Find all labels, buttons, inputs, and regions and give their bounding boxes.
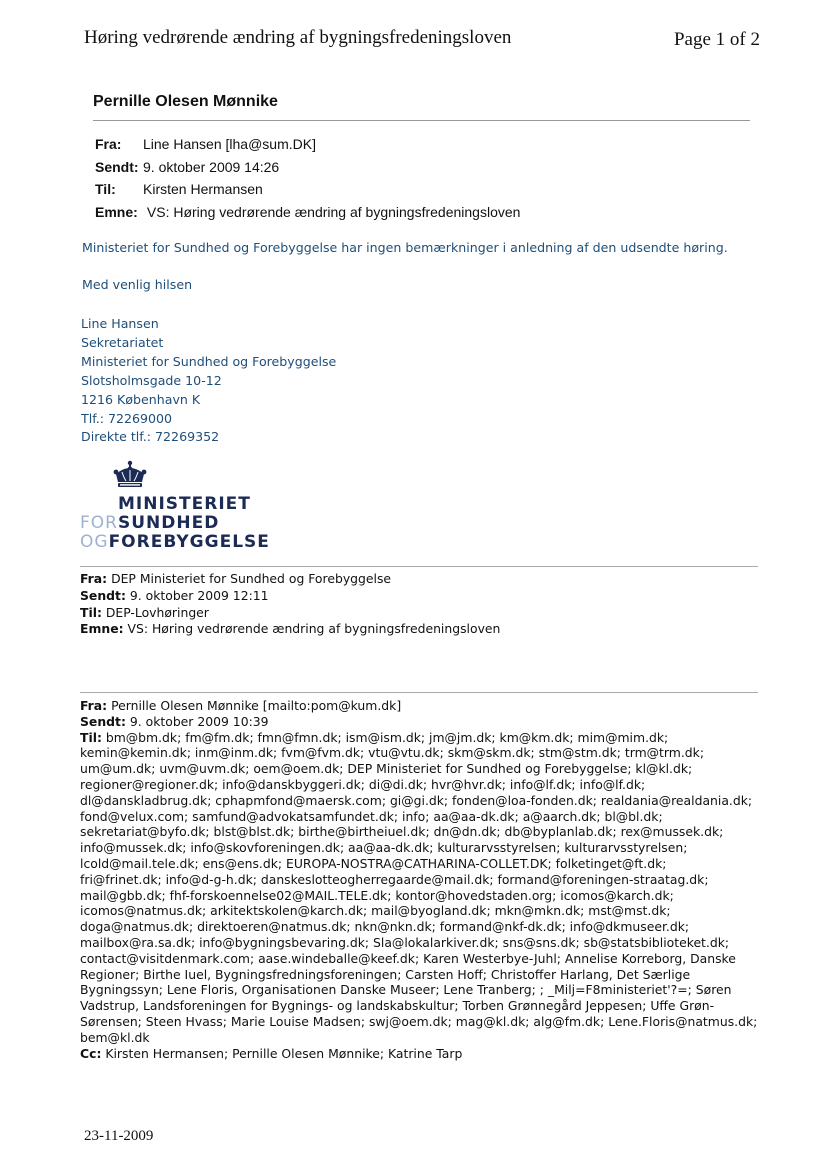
recipients-line: icomos@natmus.dk; arkitektskolen@karch.dk; mail@byogland.dk; mkn@mkn.dk; mst@mst.dk; xyxy=(80,903,671,919)
signature-line: Ministeriet for Sundhed og Forebyggelse xyxy=(81,353,337,369)
subject-value: VS: Høring vedrørende ændring af bygningsfredeningsloven xyxy=(146,203,521,220)
body-paragraph: Ministeriet for Sundhed og Forebyggelse har ingen bemærkninger i anledning af den udsendte høring. xyxy=(82,240,728,255)
recipients-line: bem@kl.dk xyxy=(80,1029,150,1045)
recipients-line: Regioner; Birthe Iuel, Bygningsfredningsforeningen; Carsten Hoff; Christoffer Harlang, Det Særlige xyxy=(80,966,691,982)
recipients-line: sekretariat@byfo.dk; blst@blst.dk; birthe@birtheiuel.dk; dn@dn.dk; db@byplanlab.dk; rex@mussek.dk; xyxy=(80,824,724,840)
logo-line-1: MINISTERIET xyxy=(118,494,251,514)
from-value: Pernille Olesen Mønnike [mailto:pom@kum.dk] xyxy=(111,698,402,713)
recipients-line: um@um.dk; uvm@uvm.dk; oem@oem.dk; DEP Ministeriet for Sundhed og Forebyggelse; kl@kl.dk; xyxy=(80,761,693,777)
cc-value: Kirsten Hermansen; Pernille Olesen Mønnike; Katrine Tarp xyxy=(105,1045,463,1061)
recipients-line: Sørensen; Steen Hvass; Marie Louise Madsen; swj@oem.dk; mag@kl.dk; alg@fm.dk; Lene.Floris@natmus.dk; xyxy=(80,1013,758,1029)
signature-line: Direkte tlf.: 72269352 xyxy=(81,429,220,445)
signature xyxy=(81,315,336,447)
from-value: DEP Ministeriet for Sundhed og Forebyggelse xyxy=(111,571,392,586)
recipients-line: mail@gbb.dk; fhf-forskoennelse02@MAIL.TELE.dk; kontor@hovedstaden.org; icomos@karch.dk; xyxy=(80,887,674,903)
recipients-line: lcold@mail.tele.dk; ens@ens.dk; EUROPA-NOSTRA@CATHARINA-COLLET.DK; folketinget@ft.dk; xyxy=(80,855,667,871)
crown-icon xyxy=(110,460,150,492)
signature-line: Line Hansen xyxy=(81,316,159,331)
recipients-line: Bygningssyn; Lene Floris, Organisationen Danske Museer; Lene Tranberg; ; _Milj=F8ministeriet'?=; Søren xyxy=(80,982,732,998)
recipients-line: mailbox@ra.sa.dk; info@bygningsbevaring.dk; Sla@lokalarkiver.dk; sns@sns.dk; sb@statsbiblioteket.dk; xyxy=(80,934,730,950)
recipients-line: bm@bm.dk; fm@fm.dk; fmn@fmn.dk; ism@ism.dk; jm@jm.dk; km@km.dk; mim@mim.dk; xyxy=(105,729,669,745)
recipients-line: info@mussek.dk; info@skovforeningen.dk; aa@aa-dk.dk; kulturarvsstyrelsen; kulturarvsstyrelsen; xyxy=(80,840,688,856)
to-row xyxy=(95,178,520,201)
from-value: Line Hansen [lha@sum.DK] xyxy=(143,136,316,152)
recipients-line: regioner@regioner.dk; info@danskbyggeri.dk; di@di.dk; hvr@hvr.dk; info@lf.dk; info@lf.dk; xyxy=(80,776,646,792)
to-label: Til: xyxy=(80,604,102,620)
subject-value: VS: Høring vedrørende ændring af bygningsfredeningsloven xyxy=(127,621,501,637)
recipients-line: doga@natmus.dk; direktoeren@natmus.dk; nkn@nkn.dk; formand@nkf-dk.dk; info@dkmuseer.dk; xyxy=(80,919,690,935)
page-header-title: Høring vedrørende ændring af bygningsfredeningsloven xyxy=(84,27,512,48)
sent-label: Sendt: xyxy=(95,158,139,175)
recipients-line: fond@velux.com; samfund@advokatsamfundet.dk; info; aa@aa-dk.dk; a@aarch.dk; bl@bl.dk; xyxy=(80,808,663,824)
divider xyxy=(93,120,750,121)
footer-date: 23-11-2009 xyxy=(84,1128,154,1144)
email-header-1 xyxy=(95,133,520,223)
signature-line: Tlf.: 72269000 xyxy=(81,410,173,426)
page-number: Page 1 of 2 xyxy=(673,29,760,50)
sender-name: Pernille Olesen Mønnike xyxy=(93,93,278,110)
logo-line-3: OGFOREBYGGELSE xyxy=(80,532,270,552)
signature-line: Sekretariatet xyxy=(81,334,164,350)
subject-label: Emne: xyxy=(80,621,124,637)
signature-line: 1216 København K xyxy=(81,391,201,407)
email-header-3 xyxy=(80,698,765,1061)
recipients-line: fri@frinet.dk; info@d-g-h.dk; danskeslotteogherregaarde@mail.dk; formand@foreningen-straatag.dk; xyxy=(80,871,709,887)
sent-value: 9. oktober 2009 14:26 xyxy=(143,158,280,175)
greeting: Med venlig hilsen xyxy=(82,277,193,292)
to-value: DEP-Lovhøringer xyxy=(105,604,209,620)
signature-line: Slotsholmsgade 10-12 xyxy=(81,372,222,388)
to-list xyxy=(80,730,765,1046)
divider xyxy=(80,692,758,693)
recipients-line: dl@danskladbrug.dk; cphapmfond@maersk.com; gi@gi.dk; fonden@loa-fonden.dk; realdania@realdania.dk; xyxy=(80,792,753,808)
recipients-line: kemin@kemin.dk; inm@inm.dk; fvm@fvm.dk; vtu@vtu.dk; skm@skm.dk; stm@stm.dk; trm@trm.dk; xyxy=(80,745,705,761)
sent-value: 9. oktober 2009 12:11 xyxy=(129,587,269,603)
sent-value: 9. oktober 2009 10:39 xyxy=(129,713,269,729)
from-row xyxy=(95,133,520,156)
to-value: Kirsten Hermansen xyxy=(143,181,263,197)
to-label: Til: xyxy=(80,729,102,745)
sent-row xyxy=(95,156,520,179)
recipients-line: Vadstrup, Landsforeningen for Bygnings- og landskabskultur; Torben Grønnegård Jeppesen; Uffe Grøn- xyxy=(80,998,715,1014)
from-label: Fra: xyxy=(95,136,122,152)
from-label: Fra: xyxy=(80,698,108,713)
divider xyxy=(80,566,758,567)
subject-row xyxy=(95,201,520,224)
sent-label: Sendt: xyxy=(80,587,126,603)
email-header-2 xyxy=(80,571,500,638)
cc-label: Cc: xyxy=(80,1045,102,1061)
subject-label: Emne: xyxy=(95,203,138,220)
sent-label: Sendt: xyxy=(80,713,126,729)
to-label: Til: xyxy=(95,181,116,197)
logo-line-2: FORSUNDHED xyxy=(80,513,220,533)
from-label: Fra: xyxy=(80,571,108,586)
recipients-line: contact@visitdenmark.com; aase.windeballe@keef.dk; Karen Westerbye-Juhl; Annelise Korreborg, Danske xyxy=(80,950,736,966)
